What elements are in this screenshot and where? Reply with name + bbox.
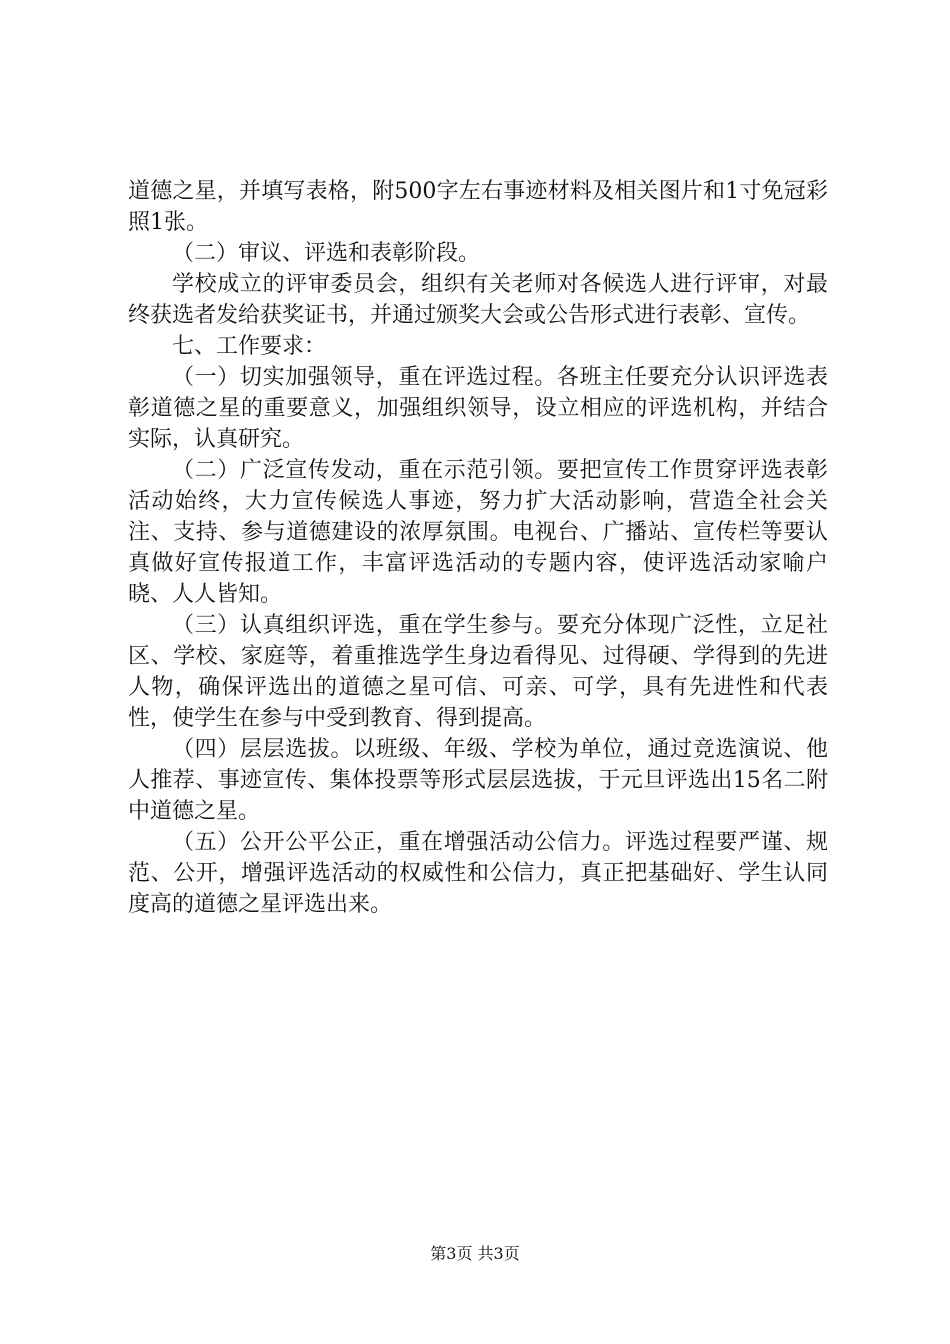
paragraph-8: （四）层层选拔。以班级、年级、学校为单位，通过竞选演说、他人推荐、事迹宣传、集体投票等形式层层选拔，于元旦评选出15名二附中道德之星。: [128, 737, 828, 824]
page-footer: 第3页 共3页: [430, 1244, 520, 1263]
paragraph-2: （二）审议、评选和表彰阶段。: [172, 241, 481, 266]
paragraph-6: （二）广泛宣传发动，重在示范引领。要把宣传工作贯穿评选表彰活动始终，大力宣传候选人事迹，努力扩大活动影响，营造全社会关注、支持、参与道德建设的浓厚氛围。电视台、广播站、宣传栏等要认真做好宣传报道工作，丰富评选活动的专题内容，使评选活动家喻户晓、人人皆知。: [128, 458, 828, 607]
paragraph-4: 七、工作要求：: [172, 334, 327, 359]
paragraph-7: （三）认真组织评选，重在学生参与。要充分体现广泛性，立足社区、学校、家庭等，着重推选学生身边看得见、过得硬、学得到的先进人物，确保评选出的道德之星可信、可亲、可学，具有先进性和代表性，使学生在参与中受到教育、得到提高。: [128, 613, 828, 731]
document-body: [128, 176, 828, 920]
paragraph-5: （一）切实加强领导，重在评选过程。各班主任要充分认识评选表彰道德之星的重要意义，加强组织领导，设立相应的评选机构，并结合实际，认真研究。: [128, 365, 828, 452]
paragraph-3: 学校成立的评审委员会，组织有关老师对各候选人进行评审，对最终获选者发给获奖证书，并通过颁奖大会或公告形式进行表彰、宣传。: [128, 272, 828, 328]
paragraph-1: 道德之星，并填写表格，附500字左右事迹材料及相关图片和1寸免冠彩照1张。: [128, 179, 828, 235]
paragraph-9: （五）公开公平公正，重在增强活动公信力。评选过程要严谨、规范、公开，增强评选活动的权威性和公信力，真正把基础好、学生认同度高的道德之星评选出来。: [128, 830, 828, 917]
